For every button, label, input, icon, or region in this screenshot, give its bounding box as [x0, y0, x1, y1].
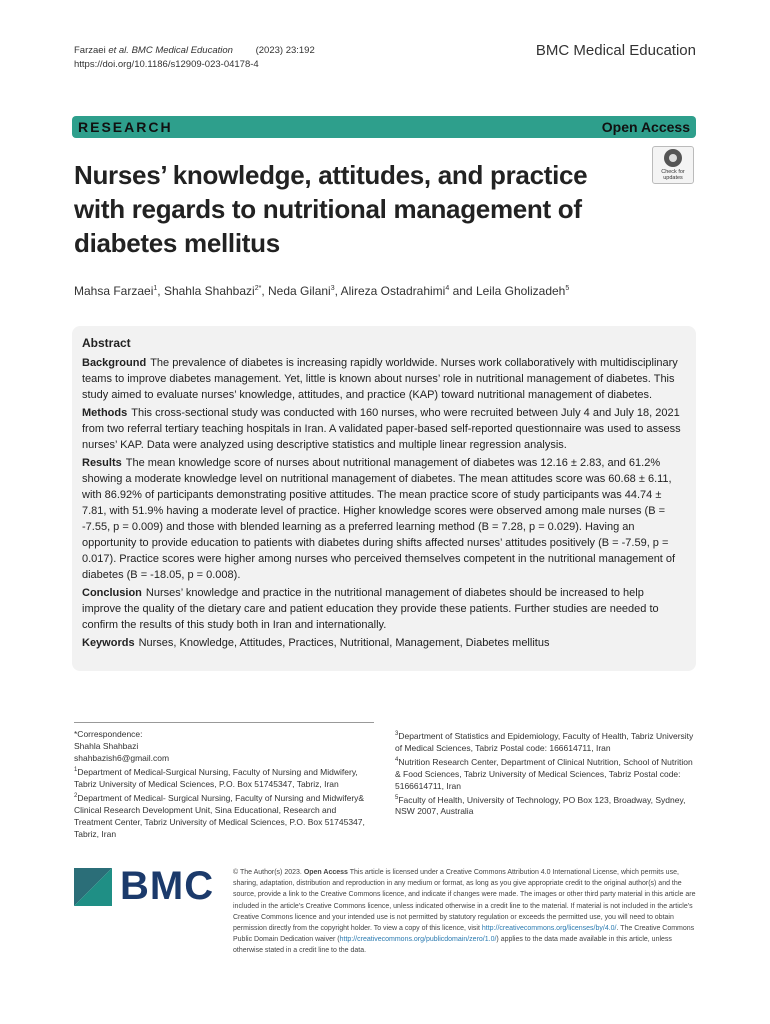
footnote-divider: [74, 722, 374, 723]
license-text: [233, 867, 696, 957]
copyright: © The Author(s) 2023.: [233, 869, 302, 876]
author[interactable]: Shahla Shahbazi$^{2*}$: [163, 284, 262, 298]
open-access-label: Open Access: [601, 119, 690, 135]
abstract-background: Background The prevalence of diabetes is increasing rapidly worldwide. Nurses work collaboratively with multidisciplinary teams to improve diabetes management. Yet, little is known about nurses’ role in nutritional management of diabetes. This study aimed to evaluate nurses’ knowledge, attitudes, and practice (KAP) toward nutritional management of diabetes.: [82, 357, 678, 401]
check-for-updates-button[interactable]: [652, 146, 694, 184]
bmc-logo-text: BMC: [120, 864, 215, 908]
check-updates-icon: [664, 149, 682, 167]
abstract-results: Results The mean knowledge score of nurses about nutritional management of diabetes was 12.16 ± 2.83, and 61.2% showing a moderate knowledge level on nutritional management of diabetes. The mean attitudes score was 60.68 ± 6.11, with 86.92% of participants demonstrating positive attitudes. The mean practice score of study participants was 44.74 ± 7.81, with 51.9% having a moderate level of practice. Higher knowledge scores were observed among male nurses (B = -7.55, p = 0.009) and those with blended learning as a preferred learning method (B = 7.28, p = 0.029). Having an opportunity to provide education to patients with diabetes during shifts affected nurses’ attitudes positively (B = -7.59, p = 0.017). Practice scores were higher among nurses who perceived themselves competent in the nutritional management of diabetes (B = -18.05, p = 0.008).: [82, 457, 676, 581]
license-body-2: . The Creative Commons Public Domain Dedication waiver (: [233, 925, 695, 944]
license-body: This article is licensed under a Creative Commons Attribution 4.0 International License, which permits use, sharing, adaptation, distribution and reproduction in any medium or format, as long as you give appropriate credit to the original author(s) and the source, provide a link to the Creative Commons licence, and indicate if changes were made. The images or other third party material in this article are included in the article’s Creative Commons licence, unless indicated otherwise in a credit line to the material. If material is not included in the article’s Creative Commons licence and your intended use is not permitted by statutory regulation or exceeds the permitted use, you will need to obtain permission directly from the copyright holder. To view a copy of this licence, visit: [233, 869, 696, 933]
affiliation-3: $^3$Department of Statistics and Epidemiology, Faculty of Health, Tabriz University of Medical Sciences, Tabriz Postal code: 166614711, Iran: [395, 730, 694, 753]
license-open-access: Open Access: [303, 869, 348, 876]
author[interactable]: Neda Gilani$^3$: [268, 284, 335, 298]
abstract-conclusion: Conclusion Nurses’ knowledge and practice in the nutritional management of diabetes should be increased to help improve the quality of the dietary care and patient education they provide these patients. Further studies are needed to confirm the results of this study both in Iran and internationally.: [82, 587, 659, 631]
affiliation-1: $^1$Department of Medical-Surgical Nursing, Faculty of Nursing and Midwifery, Tabriz University of Medical Sciences, P.O. Box 51745347, Tabriz, Iran: [74, 766, 358, 789]
correspondence-label: *Correspondence:: [74, 729, 143, 739]
correspondence-name: Shahla Shahbazi: [74, 741, 139, 751]
citation-journal: et al. BMC Medical Education: [108, 45, 233, 56]
article-title: Nurses’ knowledge, attitudes, and practice with regards to nutritional management of diabetes mellitus: [74, 160, 588, 258]
correspondence-email[interactable]: shahbazish6@gmail.com: [74, 753, 170, 763]
citation-header: [74, 44, 315, 72]
bmc-logo: [74, 864, 224, 908]
section-label: RESEARCH: [78, 119, 173, 135]
license-link-cc0[interactable]: http://creativecommons.org/publicdomain/zero/1.0/: [339, 936, 497, 944]
author[interactable]: Leila Gholizadeh$^5$: [475, 284, 570, 298]
citation-line: [74, 44, 315, 58]
citation-authors: Farzaei: [74, 45, 106, 56]
section-bar: [72, 116, 696, 138]
author-list: Mahsa Farzaei$^1$, Shahla Shahbazi$^{2*}$, Neda Gilani$^3$, Alireza Ostadrahimi$^4$ and Leila Gholizadeh$^5$: [74, 284, 570, 298]
abstract-keywords: Keywords Nurses, Knowledge, Attitudes, Practices, Nutritional, Management, Diabetes mellitus: [82, 637, 550, 649]
license-link-cc-by[interactable]: http://creativecommons.org/licenses/by/4.0/: [481, 925, 617, 933]
bmc-logo-icon: [74, 868, 112, 906]
author[interactable]: Mahsa Farzaei$^1$: [74, 284, 158, 298]
affiliation-2: $^2$Department of Medical- Surgical Nursing, Faculty of Nursing and Midwifery& Clinical Research Development Unit, Sina Educational, Research and Treatment Center, Tabriz University of Medical Sciences, P.O. Box 51745347, Tabriz, Iran: [74, 792, 365, 839]
check-updates-line1: Check for: [661, 169, 685, 175]
affiliations-right: [395, 728, 695, 817]
author[interactable]: Alireza Ostadrahimi$^4$: [340, 284, 450, 298]
check-updates-text: [661, 169, 685, 181]
correspondence-block: [74, 728, 374, 840]
citation-year: (2023) 23:192: [255, 45, 315, 56]
check-updates-line2: updates: [663, 175, 683, 181]
affiliation-4: $^4$Nutrition Research Center, Department of Clinical Nutrition, School of Nutrition & Food Sciences, Tabriz University of Medical Sciences, Tabriz Postal code: 5166614711, Iran: [395, 756, 693, 791]
doi-link[interactable]: https://doi.org/10.1186/s12909-023-04178-4: [74, 59, 259, 70]
affiliation-5: $^5$Faculty of Health, University of Technology, PO Box 123, Broadway, Sydney, NSW 2007, Australia: [395, 794, 686, 817]
abstract-methods: Methods This cross-sectional study was conducted with 160 nurses, who were recruited between July 4 and July 18, 2021 from two referral tertiary teaching hospitals in Iran. A validated paper-based self-reported questionnaire was used to assess nurses’ KAP. Data were analyzed using descriptive statistics and multiple linear regression analysis.: [82, 407, 681, 451]
journal-name: BMC Medical Education: [535, 42, 696, 59]
license-body-3: ) applies to the data made available in this article, unless otherwise stated in a credit line to the data.: [233, 936, 672, 955]
abstract-box: [72, 326, 696, 671]
abstract-heading: Abstract: [82, 336, 131, 350]
